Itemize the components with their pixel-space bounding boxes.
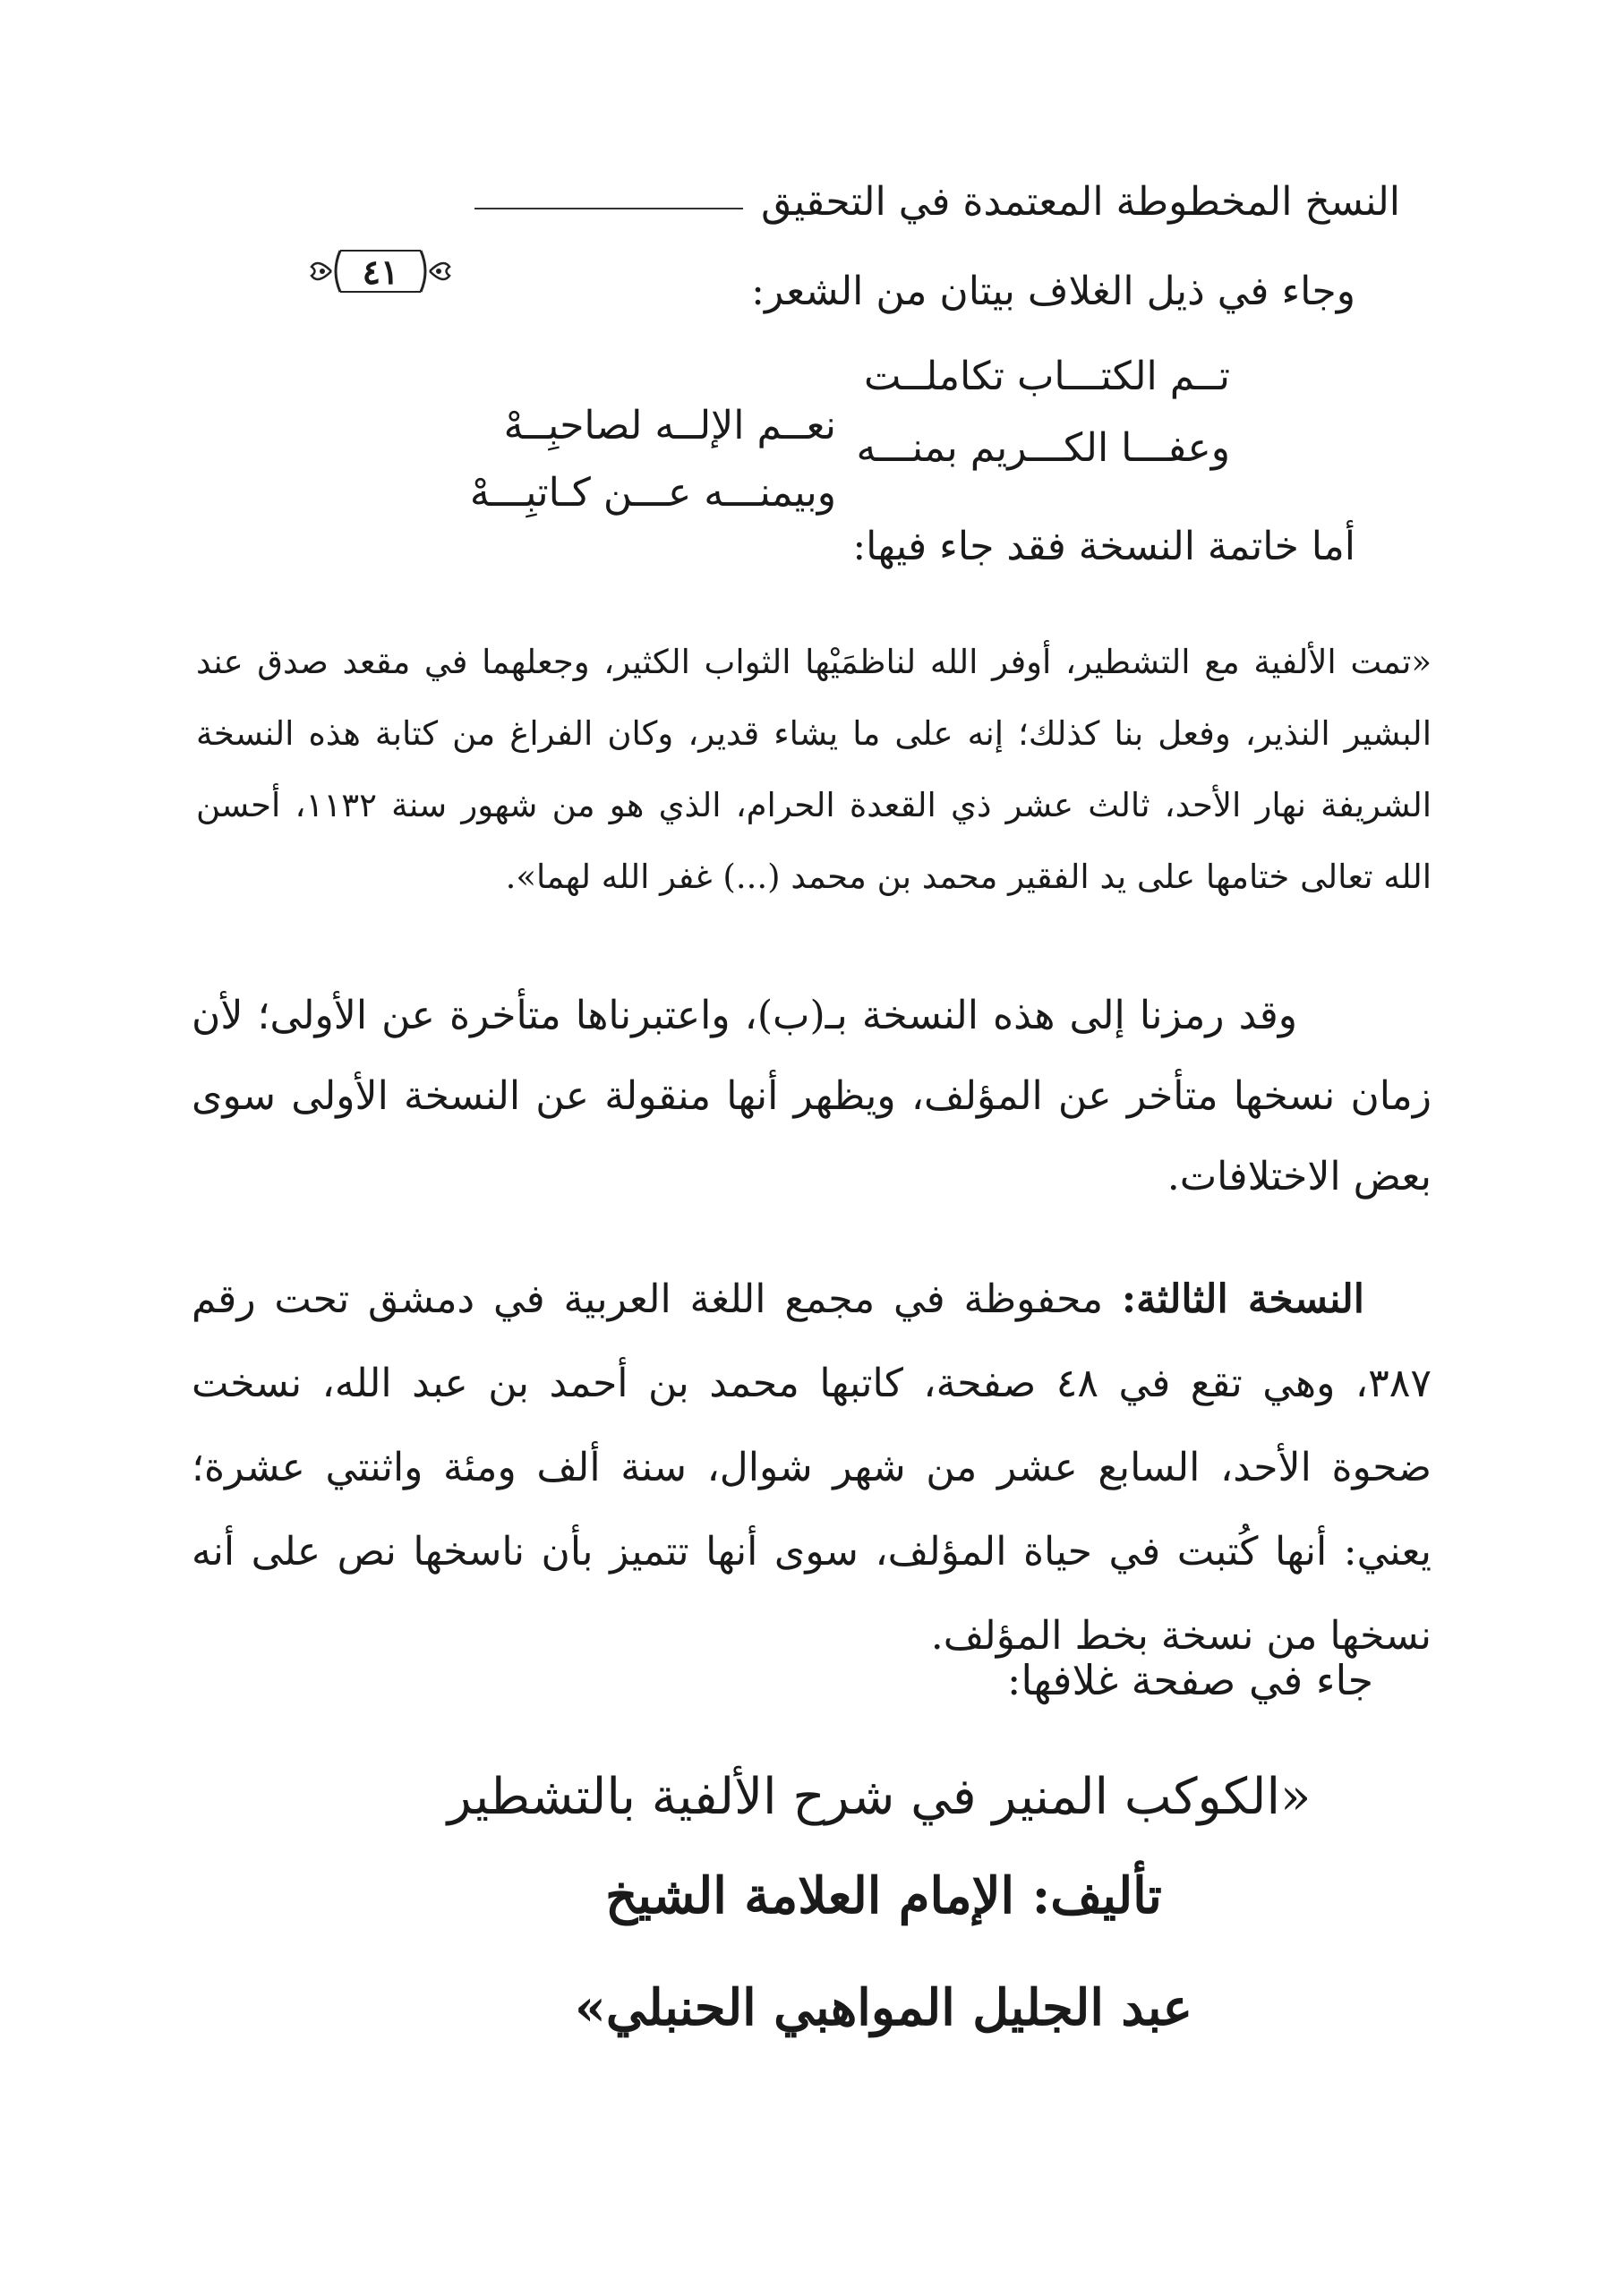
poem-verse2-second-hemistich: وبيمنـــه عـــن كـاتبِـــهْ <box>469 470 836 516</box>
closing-quote: «تمت الألفية مع التشطير، أوفر الله لناظمَيْها الثواب الكثير، وجعلهما في مقعد صدق عند البشير النذير، وفعل بنا كذلك؛ إنه على ما يشاء قدير، وكان الفراغ من كتابة هذه النسخة الشريفة نهار الأحد، ثالث عشر ذي القعدة الحرام، الذي هو من شهور سنة ١١٣٢، أحسن الله تعالى ختامها على يد الفقير محمد بن محمد (...) غفر الله لهما». <box>196 643 1432 896</box>
copy-c-heading: النسخة الثالثة: <box>1121 1276 1364 1322</box>
cover-title-line-3: عبد الجليل المواهبي الحنبلي» <box>574 1978 1193 2037</box>
paragraph-copy-c <box>192 1258 1432 1678</box>
poem-intro: وجاء في ذيل الغلاف بيتان من الشعر: <box>751 269 1355 314</box>
page-number: ٤١ <box>362 251 399 292</box>
running-title: النسخ المخطوطة المعتمدة في التحقيق <box>761 179 1400 225</box>
cover-title-line-2: تأليف: الإمام العلامة الشيخ <box>605 1866 1162 1925</box>
copy-c-body: محفوظة في مجمع اللغة العربية في دمشق تحت رقم ٣٨٧، وهي تقع في ٤٨ صفحة، كاتبها محمد بن أحمد بن عبد الله، نسخت ضحوة الأحد، السابع عشر من شهر شوال، سنة ألف ومئة واثنتي عشرة؛ يعني: أنها كُتبت في حياة المؤلف، سوى أنها تتميز بأن ناسخها نص على أنه نسخها من نسخة بخط المؤلف. <box>192 1276 1432 1659</box>
cover-intro: جاء في صفحة غلافها: <box>1006 1656 1373 1704</box>
poem-verse2-first-hemistich: وعفـــا الكـــريم بمنـــه <box>856 425 1230 471</box>
poem-verse1-second-hemistich: نعــم الإلــه لصاحبِــهْ <box>503 403 836 448</box>
paragraph-copy-b: وقد رمزنا إلى هذه النسخة بـ(ب)، واعتبرناها متأخرة عن الأولى؛ لأن زمان نسخها متأخر عن المؤلف، ويظهر أنها منقولة عن النسخة الأولى سوى بعض الاختلافات. <box>192 993 1432 1199</box>
cover-title-line-1: «الكوكب المنير في شرح الألفية بالتشطير <box>447 1768 1312 1826</box>
closing-intro: أما خاتمة النسخة فقد جاء فيها: <box>852 524 1355 569</box>
running-header <box>474 179 1400 225</box>
poem-verse1-first-hemistich: تــم الكتـــاب تكاملــت <box>863 354 1230 399</box>
header-rule <box>474 208 743 209</box>
